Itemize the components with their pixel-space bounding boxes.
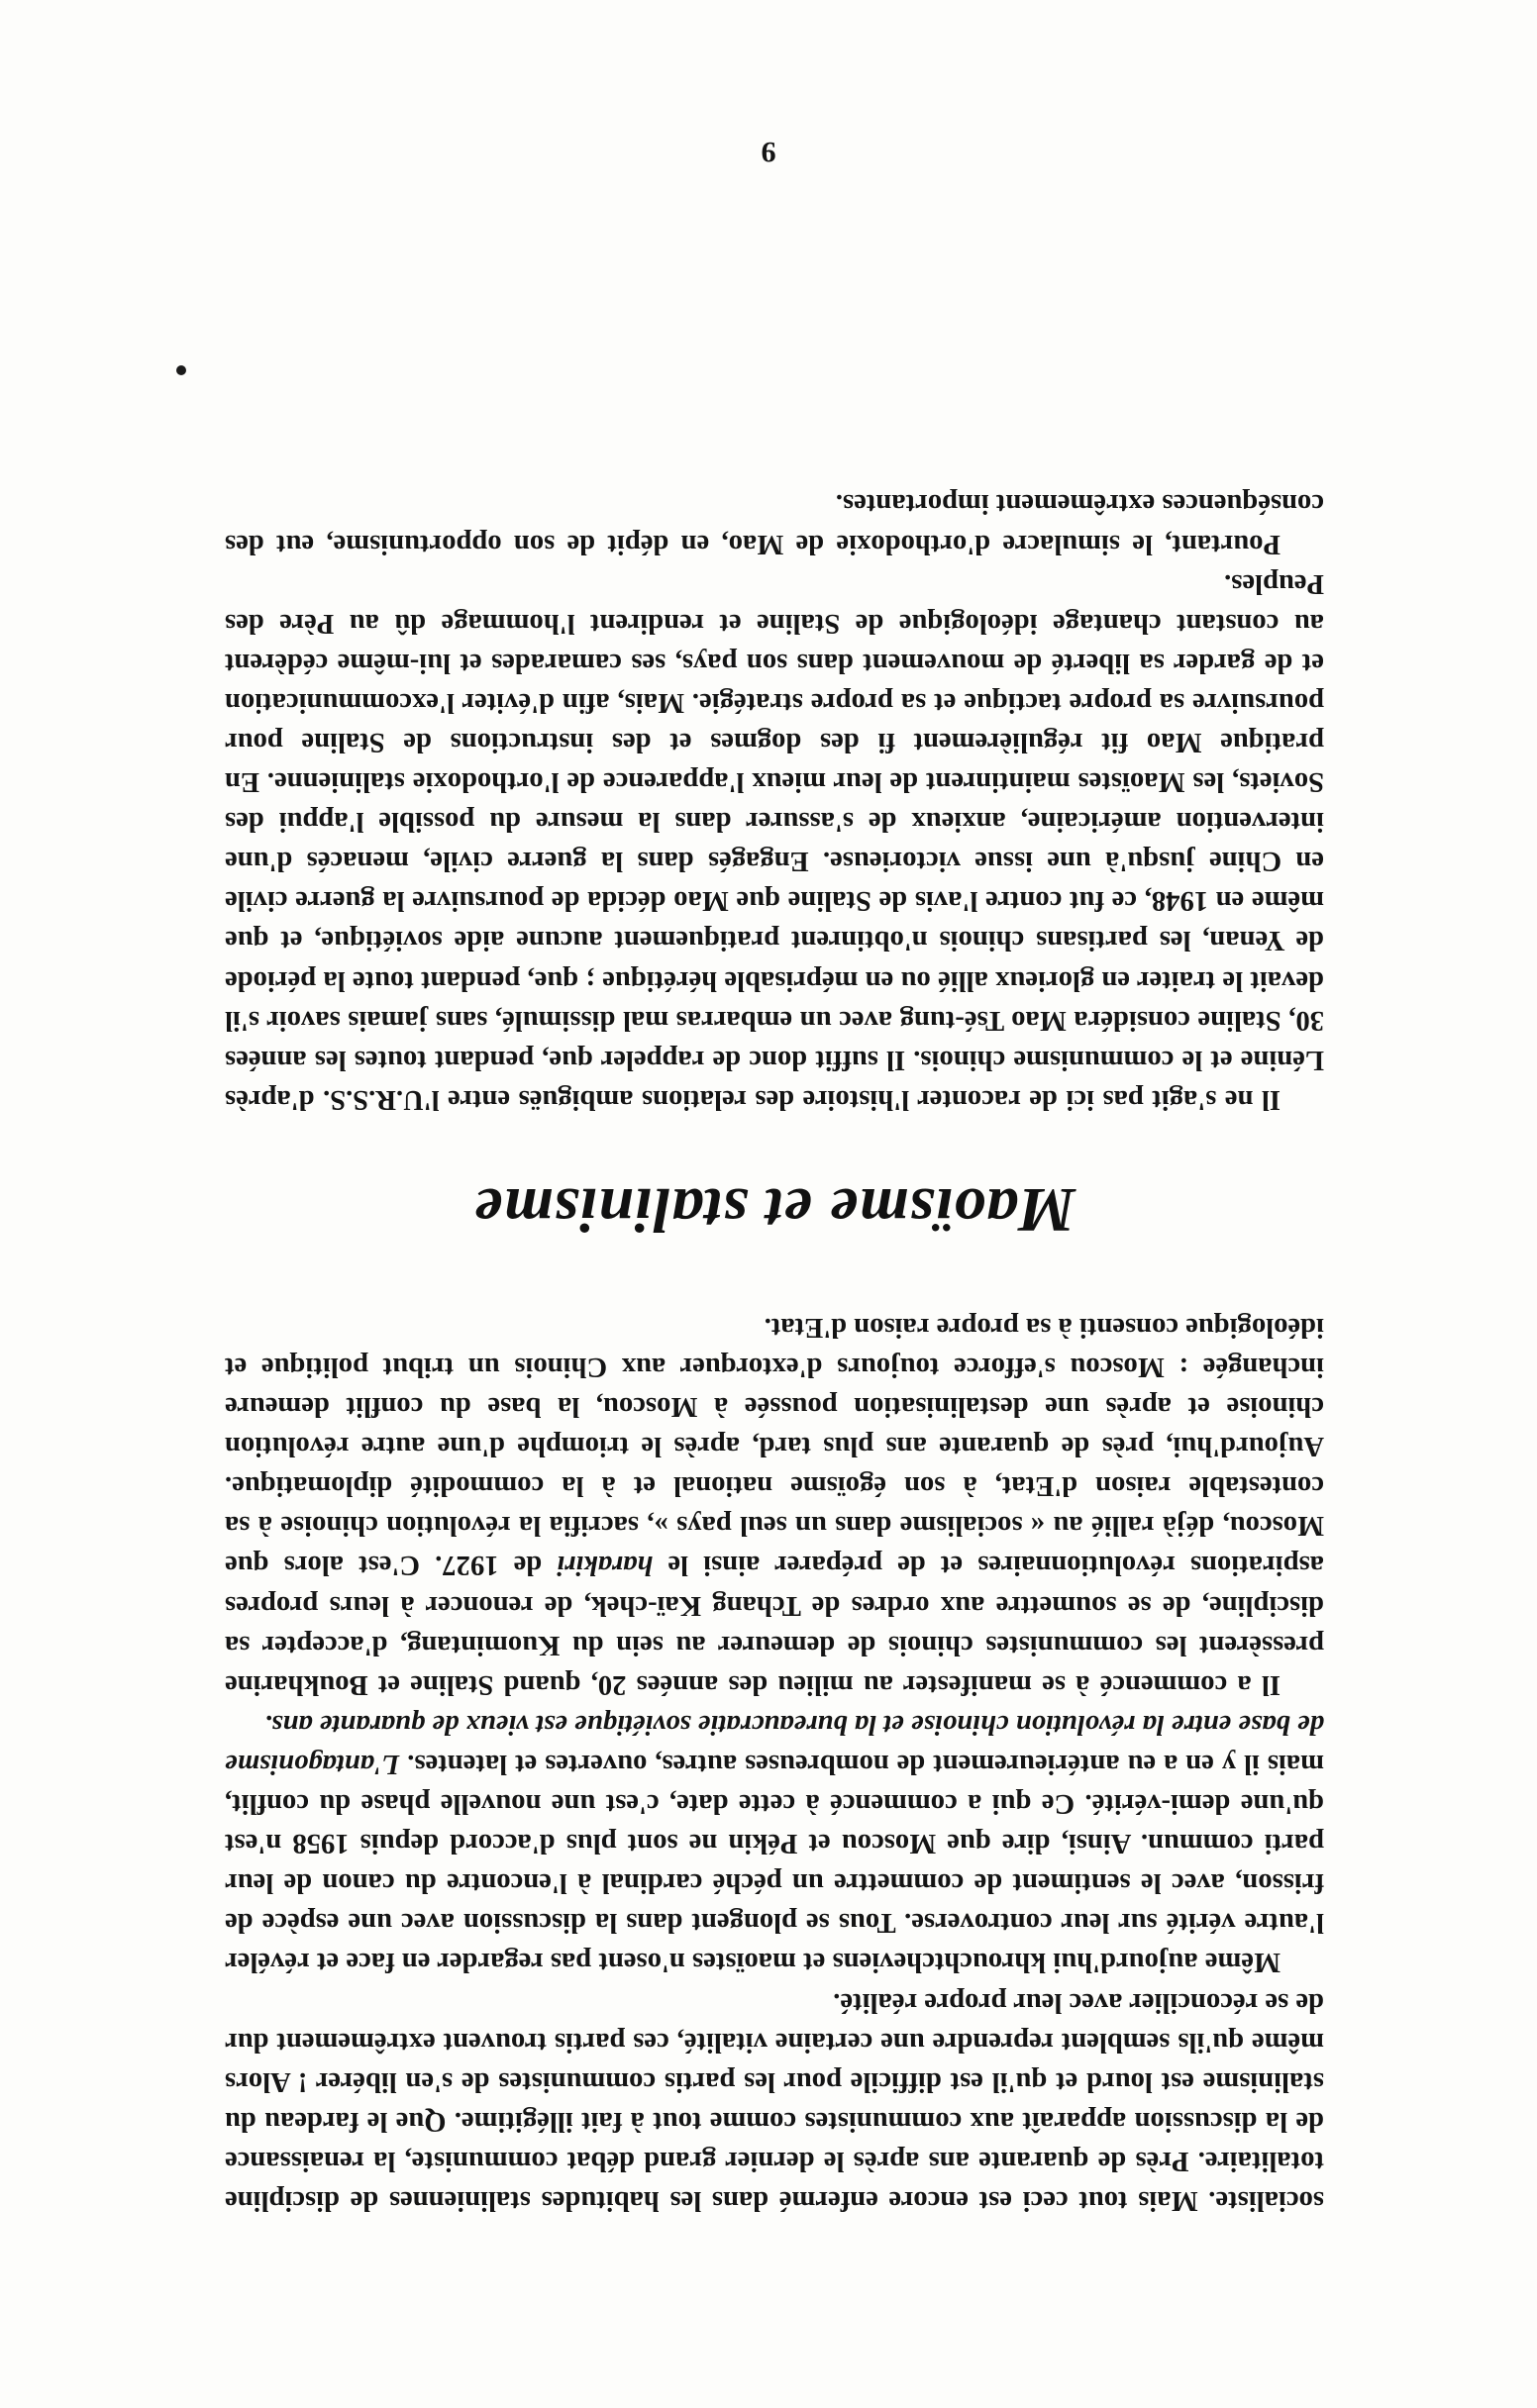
page-number: 9	[761, 136, 776, 168]
paragraph-3-italic: harakiri	[557, 1550, 654, 1581]
ink-dot-mark	[176, 365, 186, 375]
paragraph-3-text: Il a commencé à se manifester au milieu des années 20, quand Staline et Boukharine pressèrent les communistes chinois de demeurer au sein du Kuomintang, d'accepter sa discipline, de se soumettre aux ordres de Tchang Kaï-chek, de renoncer à leurs propres aspirations révolutionnaires et de préparer ainsi	[225, 1550, 1324, 1700]
paragraph-3-le: le	[653, 1550, 689, 1581]
paragraph-5: Pourtant, le simulacre d'orthodoxie de Mao, en dépit de son opportunisme, eut des conséquences extrêmement importantes.	[225, 488, 1324, 559]
page-body	[225, 483, 1324, 2220]
section-title: Maoïsme et stalinisme	[473, 1174, 1076, 1246]
paragraph-4: Il ne s'agit pas ici de raconter l'histoire des relations ambiguës entre l'U.R.S.S. d'après Lénine et le communisme chinois. Il suffit donc de rappeler que, pendant toutes les années 30, Staline considéra Mao Tsé-tung avec un embarras mal dissimulé, sans jamais savoir s'il devait le traiter en glorieux allié ou en méprisable hérétique ; que, pendant toute la période de Yenan, les partisans chinois n'obtinrent pratiquement aucune aide soviétique, et que même en 1948, ce fut contre l'avis de Staline que Mao décida de poursuivre la guerre civile en Chine jusqu'à une issue victorieuse. Engagés dans la guerre civile, menacés d'une intervention américaine, anxieux de s'assurer dans la mesure du possible l'appui des Soviets, les Maoïstes maintinrent de leur mieux l'apparence de l'orthodoxie stalinienne. En pratique Mao fit régulièrement fi des dogmes et des instructions de Staline pour poursuivre sa propre tactique et sa propre stratégie. Mais, afin d'éviter l'excommunication et de garder sa liberté de mouvement dans son pays, ses camarades et lui-même cédèrent au constant chantage idéologique de Staline et rendirent l'hommage dû au Père des Peuples.	[225, 567, 1324, 1115]
paragraph-2-text: Même aujourd'hui khrouchtcheviens et maoïstes n'osent pas regarder en face et révéler l'autre vérité sur leur controverse. Tous se plongent dans la discussion avec une espèce de frisson, avec le sentiment de commettre un péché cardinal à l'encontre du canon de leur parti commun. Ainsi, dire que Moscou et Pékin ne sont plus d'accord depuis 1958 n'est qu'une demi-vérité. Ce qui a commencé à cette date, c'est une nouvelle phase du conflit, mais il y en a eu antérieurement de nombreuses autres, ouvertes et latentes.	[225, 1748, 1324, 1978]
paragraph-3	[225, 1307, 1324, 1704]
paragraph-1: socialiste. Mais tout ceci est encore enfermé dans les habitudes staliniennes de discipline totalitaire. Près de quarante ans après le dernier grand débat communiste, la renaissance de la discussion apparaît aux communistes comme tout à fait illégitime. Que le fardeau du stalinisme est lourd et qu'il est difficile pour les partis communistes de s'en libérer ! Alors même qu'ils semblent reprendre une certaine vitalité, ces partis trouvent extrêmement dur de se réconcilier avec leur propre réalité.	[225, 1986, 1324, 2216]
paragraph-2	[225, 1704, 1324, 1982]
paragraph-2-italic: L'antagonisme de base entre la révolution chinoise et la bureaucratie soviétique est vieux de quarante ans.	[225, 1708, 1324, 1779]
paragraph-3-rest: de 1927. C'est alors que Moscou, déjà rallié au « socialisme dans un seul pays », sacrifia la révolution chinoise à sa contestable raison d'Etat, à son égoïsme national et à la commodité diplomatique. Aujourd'hui, près de quarante ans plus tard, après le triomphe d'une autre révolution chinoise et après une destalinisation poussée à Moscou, la base du conflit demeure inchangée : Moscou s'efforce toujours d'extorquer aux Chinois un tribut politique et idéologique consenti à sa propre raison d'Etat.	[225, 1311, 1324, 1581]
